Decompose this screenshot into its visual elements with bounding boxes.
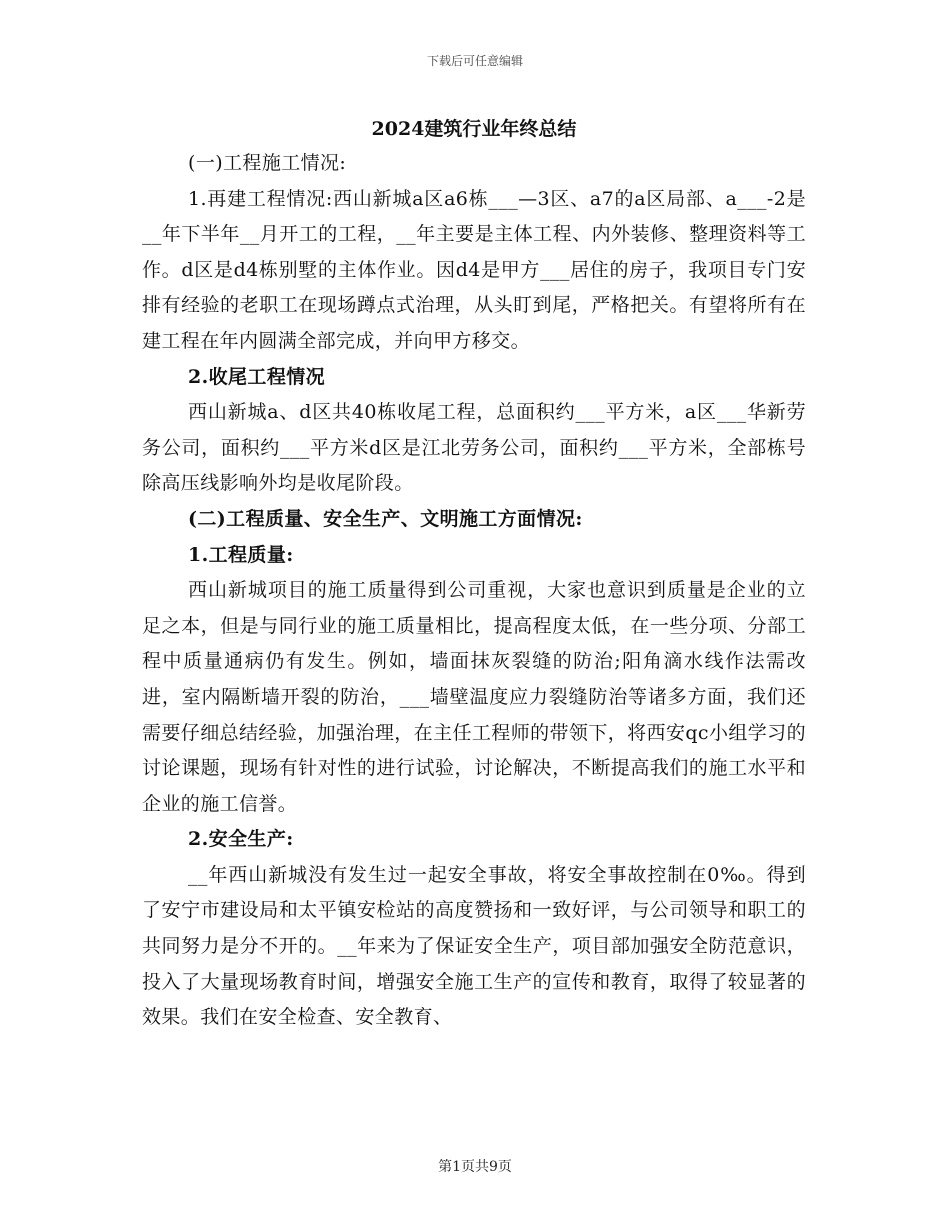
- section-2-heading: (二)工程质量、安全生产、文明施工方面情况:: [188, 507, 583, 530]
- page-number: 第1页共9页: [438, 1159, 512, 1175]
- paragraph-safety: __年西山新城没有发生过一起安全事故，将安全事故控制在0‰。得到了安宁市建设局和太平镇安检站的高度赞扬和一致好评，与公司领导和职工的共同努力是分不开的。__年来为了保证安全生产，项目部加强安全防范意识，投入了大量现场教育时间，增强安全施工生产的宣传和教育，取得了较显著的效果。我们在安全检查、安全教育、: [142, 863, 806, 1029]
- page-header-note: 下载后可任意编辑: [426, 54, 523, 68]
- heading-closing-projects: 2.收尾工程情况: [188, 365, 326, 388]
- paragraph-closing-projects: 西山新城a、d区共40栋收尾工程，总面积约___平方米，a区___华新劳务公司，面积约___平方米d区是江北劳务公司，面积约___平方米，全部栋号除高压线影响外均是收尾阶段。: [142, 401, 806, 495]
- document-title: 2024建筑行业年终总结: [371, 118, 577, 140]
- paragraph-quality: 西山新城项目的施工质量得到公司重视，大家也意识到质量是企业的立足之本，但是与同行业的施工质量相比，提高程度太低，在一些分项、分部工程中质量通病仍有发生。例如，墙面抹灰裂缝的防治;阳角滴水线作法需改进，室内隔断墙开裂的防治，___墙壁温度应力裂缝防治等诸多方面，我们还需要仔细总结经验，加强治理，在主任工程师的带领下，将西安qc小组学习的讨论课题，现场有针对性的进行试验，讨论解决，不断提高我们的施工水平和企业的施工信誉。: [142, 579, 806, 815]
- heading-quality: 1.工程质量:: [188, 543, 294, 566]
- document-body: [142, 112, 806, 1036]
- heading-safety: 2.安全生产:: [188, 828, 294, 851]
- section-1-heading: (一)工程施工情况:: [188, 152, 347, 174]
- paragraph-ongoing-projects: 1.再建工程情况:西山新城a区a6栋___—3区、a7的a区局部、a___-2是__年下半年__月开工的工程，__年主要是主体工程、内外装修、整理资料等工作。d区是d4栋别墅的主体作业。因d4是甲方___居住的房子，我项目专门安排有经验的老职工在现场蹲点式治理，从头盯到尾，严格把关。有望将所有在建工程在年内圆满全部完成，并向甲方移交。: [142, 187, 806, 352]
